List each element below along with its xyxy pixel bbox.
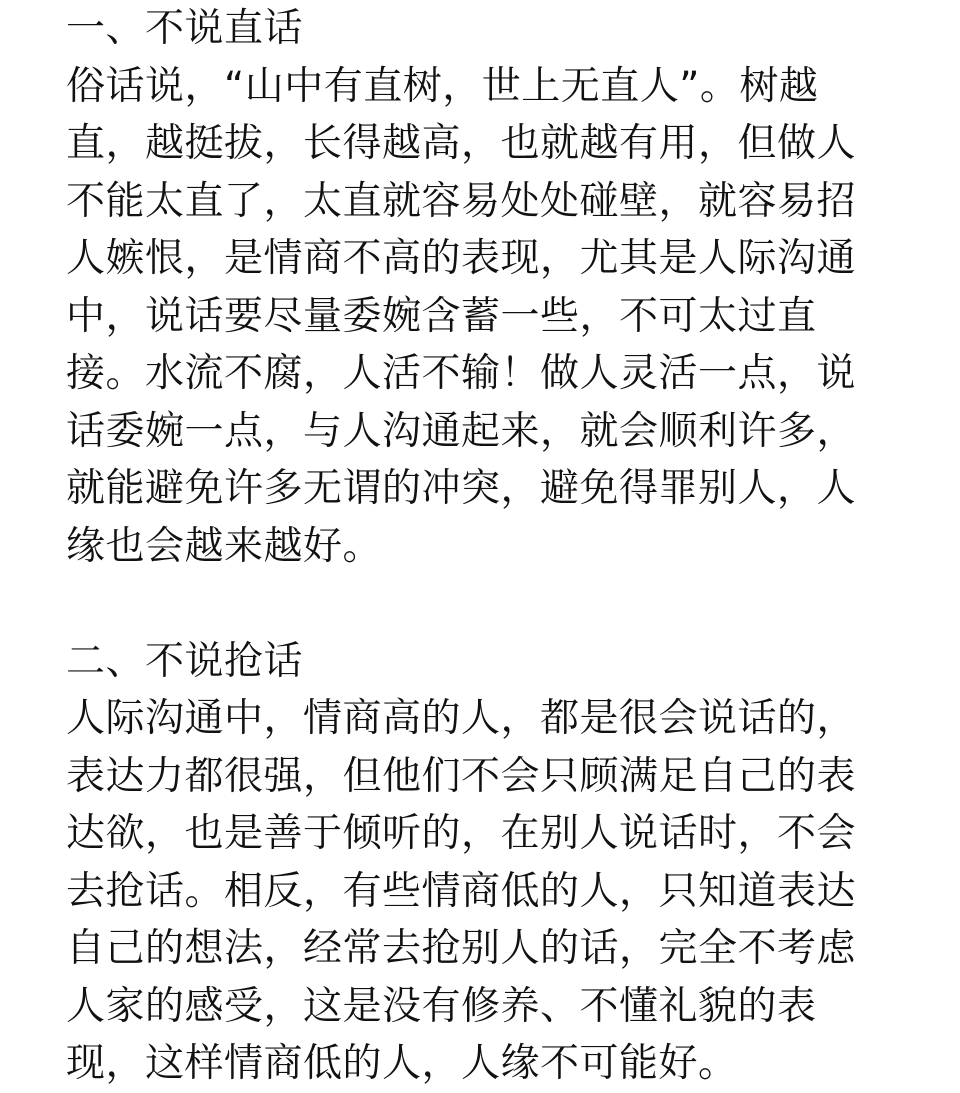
paragraph-line: 自己的想法，经常去抢别人的话，完全不考虑 [66,926,857,971]
paragraph-line: 直，越挺拔，长得越高，也就越有用，但做人 [66,121,857,166]
paragraph-line: 人际沟通中，情商高的人，都是很会说话的， [66,696,857,741]
paragraph-line: 人嫉恨，是情商不高的表现，尤其是人际沟通 [66,236,857,281]
paragraph-line: 话委婉一点，与人沟通起来，就会顺利许多， [66,408,857,454]
paragraph-line: 俗话说，“山中有直树，世上无直人”。树越 [66,63,819,109]
paragraph-line: 不能太直了，太直就容易处处碰壁，就容易招 [66,178,857,224]
section-heading: 一、不说直话 [66,6,304,51]
paragraph-line: 中，说话要尽量委婉含蓄一些，不可太过直 [66,293,817,339]
paragraph-line: 接。水流不腐，人活不输！做人灵活一点，说 [66,351,857,396]
paragraph-line: 表达力都很强，但他们不会只顾满足自己的表 [66,753,857,799]
paragraph-line: 去抢话。相反，有些情商低的人，只知道表达 [66,868,857,914]
section-spacer [66,575,946,633]
section-2 [66,633,946,1093]
article-body [66,0,946,1093]
paragraph-line: 就能避免许多无谓的冲突，避免得罪别人，人 [66,466,857,511]
paragraph-line: 人家的感受，这是没有修养、不懂礼貌的表 [66,983,817,1029]
paragraph-line: 现，这样情商低的人，人缘不可能好。 [66,1041,738,1086]
section-heading: 二、不说抢话 [66,638,304,684]
paragraph-line: 达欲，也是善于倾听的，在别人说话时，不会 [66,811,857,856]
paragraph-line: 缘也会越来越好。 [66,523,383,569]
section-1 [66,0,946,575]
